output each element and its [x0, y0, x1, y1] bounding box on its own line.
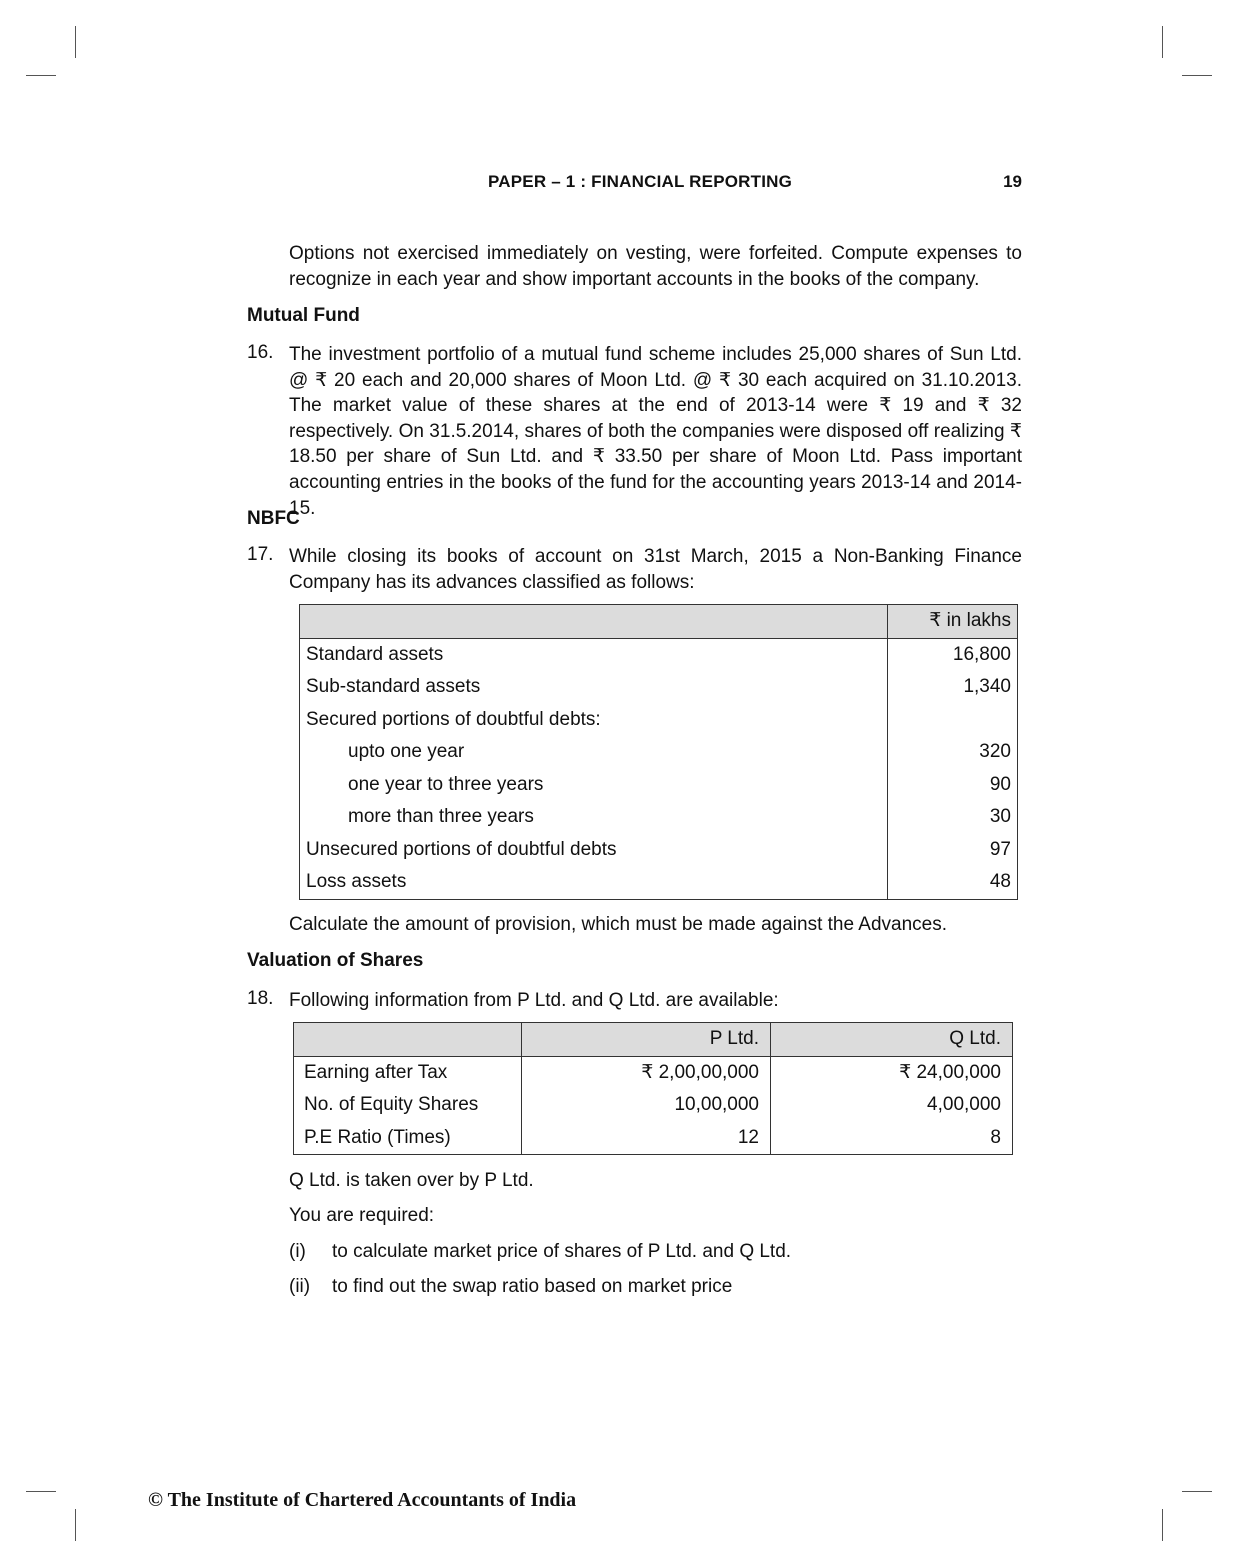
table-row	[300, 704, 1018, 737]
row-label: Loss assets	[300, 866, 888, 899]
requirement-intro: You are required:	[289, 1205, 435, 1226]
row-value: 30	[989, 806, 1011, 828]
crop-mark	[75, 1509, 76, 1541]
crop-mark	[75, 26, 76, 58]
row-label: No. of Equity Shares	[294, 1089, 522, 1122]
page-number: 19	[1003, 172, 1022, 191]
row-value: 16,800	[952, 643, 1011, 665]
crop-mark	[1182, 75, 1212, 76]
table-row	[294, 1122, 1013, 1155]
cell-value: 8	[990, 1126, 1001, 1148]
row-label: Secured portions of doubtful debts:	[300, 704, 888, 737]
section-heading-nbfc: NBFC	[247, 508, 300, 529]
list-marker: (i)	[289, 1241, 306, 1262]
row-value	[888, 704, 1018, 737]
column-header	[294, 1023, 522, 1057]
column-header: P Ltd.	[522, 1023, 771, 1057]
row-value: 97	[989, 838, 1011, 860]
header-title: PAPER – 1 : FINANCIAL REPORTING	[488, 172, 793, 191]
crop-mark	[1182, 1491, 1212, 1492]
table-row	[300, 801, 1018, 834]
crop-mark	[26, 75, 56, 76]
list-item: to calculate market price of shares of P Ltd. and Q Ltd.	[332, 1241, 792, 1262]
question-18-text: Following information from P Ltd. and Q Ltd. are available:	[289, 990, 779, 1011]
table-row	[300, 866, 1018, 899]
table-row	[300, 769, 1018, 802]
advances-table	[299, 604, 1018, 900]
row-value: 48	[989, 871, 1011, 893]
cell-value: 10,00,000	[522, 1089, 771, 1122]
page-header	[488, 172, 1022, 196]
table-header-row	[300, 605, 1018, 639]
row-label: one year to three years	[300, 769, 888, 802]
table-row	[300, 638, 1018, 671]
company-comparison-table	[293, 1022, 1013, 1155]
table-row	[300, 736, 1018, 769]
table-row	[300, 834, 1018, 867]
row-label: Standard assets	[300, 638, 888, 671]
cell-value: 12	[522, 1122, 771, 1155]
section-heading-mutual-fund: Mutual Fund	[247, 305, 360, 326]
row-value: 320	[979, 741, 1011, 763]
row-value: 1,340	[963, 676, 1011, 698]
row-label: more than three years	[300, 801, 888, 834]
question-number-17: 17.	[247, 544, 274, 565]
table-row	[294, 1056, 1013, 1089]
cell-value: 4,00,000	[927, 1094, 1001, 1116]
table-header-row	[294, 1023, 1013, 1057]
list-item: to find out the swap ratio based on market price	[332, 1276, 733, 1297]
question-number-16: 16.	[247, 342, 274, 363]
cell-value: ₹ 2,00,00,000	[522, 1056, 771, 1089]
row-label: Sub-standard assets	[300, 671, 888, 704]
row-label: Unsecured portions of doubtful debts	[300, 834, 888, 867]
crop-mark	[1162, 1509, 1163, 1541]
section-heading-valuation: Valuation of Shares	[247, 950, 424, 971]
table-row	[294, 1089, 1013, 1122]
crop-mark	[26, 1491, 56, 1492]
question-16-text: The investment portfolio of a mutual fund scheme includes 25,000 shares of Sun Ltd. @ ₹ 20 each and 20,000 shares of Moon Ltd. @ ₹ 30 each acquired on 31.10.2013. The market value of these shares at the end of 2013-14 were ₹ 19 and ₹ 32 respectively. On 31.5.2014, shares of both the companies were disposed off realizing ₹ 18.50 per share of Sun Ltd. and ₹ 33.50 per share of Moon Ltd. Pass important accounting entries in the books of the fund for the accounting years 2013-14 and 2014-15.	[289, 344, 1022, 519]
table-row	[300, 671, 1018, 704]
question-number-18: 18.	[247, 988, 274, 1009]
unit-header: ₹ in lakhs	[888, 605, 1018, 639]
copyright-footer: © The Institute of Chartered Accountants of India	[148, 1489, 577, 1511]
crop-mark	[1162, 26, 1163, 58]
row-label: upto one year	[300, 736, 888, 769]
row-label: Earning after Tax	[294, 1056, 522, 1089]
takeover-statement: Q Ltd. is taken over by P Ltd.	[289, 1170, 534, 1191]
row-label: P.E Ratio (Times)	[294, 1122, 522, 1155]
column-header: Q Ltd.	[771, 1023, 1013, 1057]
list-marker: (ii)	[289, 1276, 311, 1297]
row-value: 90	[989, 773, 1011, 795]
question-17-instruction: Calculate the amount of provision, which must be made against the Advances.	[289, 914, 947, 935]
intro-paragraph: Options not exercised immediately on vesting, were forfeited. Compute expenses to recognize in each year and show important accounts in the books of the company.	[289, 243, 1022, 290]
question-17-text: While closing its books of account on 31st March, 2015 a Non-Banking Finance Company has its advances classified as follows:	[289, 546, 1022, 593]
cell-value: ₹ 24,00,000	[899, 1061, 1001, 1083]
